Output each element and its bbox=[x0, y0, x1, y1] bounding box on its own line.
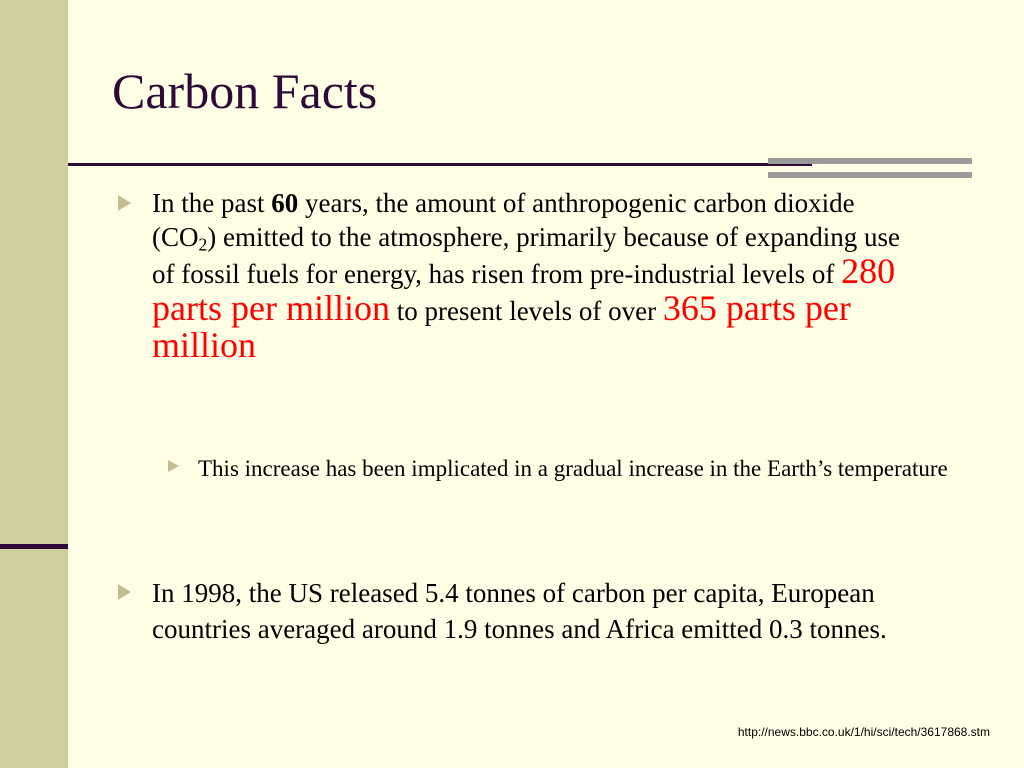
bullet-1-part-3: ) emitted to the atmosphere, primarily because of expanding use of fossil fuels for energy, has risen from pre-industrial levels of bbox=[152, 222, 901, 289]
present-level: 365 parts per million bbox=[152, 288, 851, 365]
bullet-point-1 bbox=[118, 186, 918, 365]
bullet-1-part-2: years, the amount of anthropogenic carbon dioxide (CO bbox=[152, 188, 855, 252]
sub-bullet-point bbox=[168, 453, 968, 484]
arrow-bullet-icon bbox=[168, 460, 179, 472]
years-value: 60 bbox=[271, 188, 299, 218]
co2-subscript: 2 bbox=[198, 234, 208, 255]
bullet-1-text bbox=[152, 186, 912, 365]
bullet-1-part-4: to present levels of over bbox=[389, 296, 663, 326]
pre-industrial-level: 280 parts per million bbox=[152, 251, 896, 328]
arrow-bullet-icon bbox=[118, 584, 131, 600]
bullet-1-part-1: In the past bbox=[152, 188, 272, 218]
source-link[interactable]: http://news.bbc.co.uk/1/hi/sci/tech/3617868.stm bbox=[737, 725, 990, 739]
slide-title: Carbon Facts bbox=[112, 63, 378, 119]
arrow-bullet-icon bbox=[118, 195, 131, 211]
bullet-2-text: In 1998, the US released 5.4 tonnes of carbon per capita, European countries averaged around 1.9 tonnes and Africa emitted 0.3 tonnes. bbox=[152, 578, 887, 644]
sub-bullet-text: This increase has been implicated in a gradual increase in the Earth’s temperature bbox=[198, 456, 948, 481]
bullet-point-2 bbox=[118, 575, 978, 647]
